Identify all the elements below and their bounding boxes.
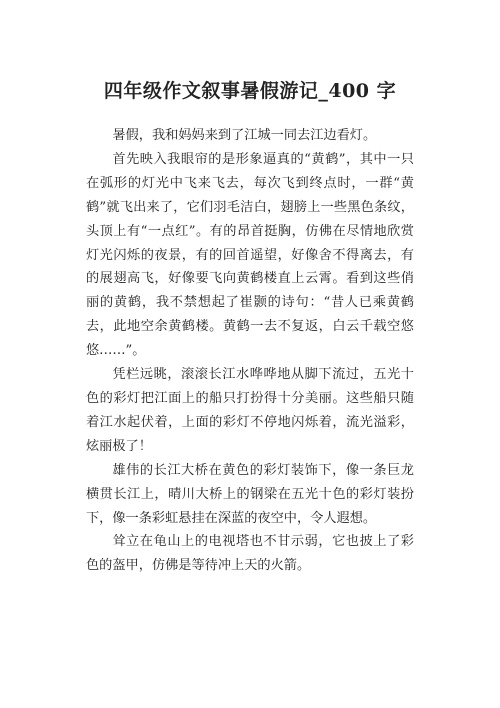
paragraph: 雄伟的长江大桥在黄色的彩灯装饰下，像一条巨龙横贯长江上，晴川大桥上的钢梁在五光十色的彩灯装扮下，像一条彩虹悬挂在深蓝的夜空中，令人遐想。: [86, 462, 414, 526]
paragraph: 凭栏远眺，滚滚长江水哗哗地从脚下流过，五光十色的彩灯把江面上的船只打扮得十分美丽。这些船只随着江水起伏着，上面的彩灯不停地闪烁着，流光溢彩，炫丽极了！: [86, 367, 414, 454]
document-title: 四年级作文叙事暑假游记_400 字: [103, 79, 397, 102]
article-body: [86, 124, 414, 578]
paragraph: 首先映入我眼帘的是形象逼真的“黄鹤”，其中一只在弧形的灯光中飞来飞去，每次飞到终点时，一群“黄鹤”就飞出来了，它们羽毛洁白，翅膀上一些黑色条纹，头顶上有“一点红”。有的昂首挺胸，仿佛在尽情地欣赏灯光闪烁的夜景，有的回首遥望，好像舍不得离去，有的展翅高飞，好像要飞向黄鹤楼直上云霄。看到这些俏丽的黄鹤，我不禁想起了崔颢的诗句：“昔人已乘黄鹤去，此地空余黄鹤楼。黄鹤一去不复返，白云千载空悠悠……”。: [86, 151, 414, 359]
paragraph: 暑假，我和妈妈来到了江城一同去江边看灯。: [112, 128, 377, 143]
paragraph: 耸立在龟山上的电视塔也不甘示弱，它也披上了彩色的盔甲，仿佛是等待冲上天的火箭。: [86, 534, 414, 574]
